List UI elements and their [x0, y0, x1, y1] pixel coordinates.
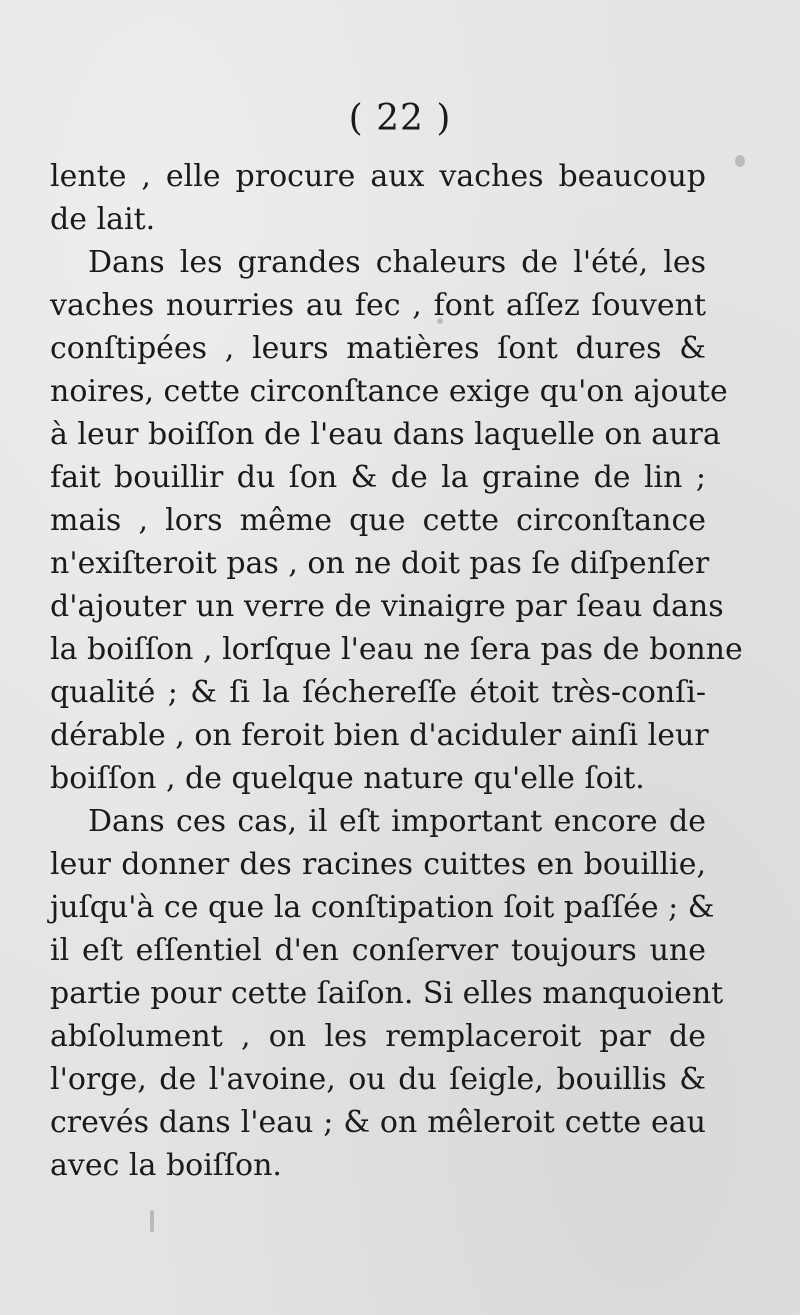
text-line: crevés dans l'eau ; & on mêleroit cette eau [50, 1105, 706, 1140]
text-line: leur donner des racines cuittes en bouillie, [50, 847, 706, 882]
text-line: qualité ; & ſi la ſécherеſſe étoit très-conſi- [50, 675, 706, 710]
text-line: vaches nourries au fec , font aſſez ſouvent [50, 288, 706, 323]
text-line: d'ajouter un verre de vinaigre par ſeau dans [50, 589, 724, 624]
text-line: abſolument , on les remplaceroit par de [50, 1019, 706, 1054]
text-line: il eſt eſſentiel d'en conſerver toujours une [50, 933, 706, 968]
text-line: avec la boiſſon. [50, 1148, 282, 1183]
paragraph [50, 155, 706, 241]
paper-speck [150, 1210, 154, 1232]
text-line: n'exiſteroit pas , on ne doit pas ſe diſpenſer [50, 546, 710, 581]
text-line: conſtipées , leurs matières ſont dures & [50, 331, 706, 366]
text-line: la boiſſon , lorſque l'eau ne ſera pas de bonne [50, 632, 743, 667]
paper-speck [735, 155, 745, 167]
paragraph [50, 241, 743, 800]
text-line: mais , lors même que cette circonſtance [50, 503, 706, 538]
text-line: partie pour cette ſaiſon. Si elles manquoient [50, 976, 724, 1011]
paper-speck [437, 318, 443, 324]
paragraph [50, 800, 724, 1187]
text-line: noires, cette circonſtance exige qu'on ajoute [50, 374, 728, 409]
text-line: juſqu'à ce que la conſtipation ſoit paſſée ; & [50, 890, 715, 925]
text-line: Dans ces cas, il eſt important encore de [88, 804, 706, 839]
text-line: fait bouillir du ſon & de la graine de lin ; [50, 460, 706, 495]
text-line: Dans les grandes chaleurs de l'été, les [88, 245, 706, 280]
text-line: à leur boiſſon de l'eau dans laquelle on aura [50, 417, 721, 452]
text-line: de lait. [50, 202, 156, 237]
text-line: dérable , on feroit bien d'aciduler ainſi leur [50, 718, 709, 753]
text-line: boiſſon , de quelque nature qu'elle ſoit. [50, 761, 645, 796]
text-line: lente , elle procure aux vaches beaucoup [50, 159, 706, 194]
text-line: l'orge, de l'avoine, ou du ſeigle, bouillis & [50, 1062, 706, 1097]
page-number: ( 22 ) [348, 98, 452, 139]
body-text [50, 155, 743, 1187]
